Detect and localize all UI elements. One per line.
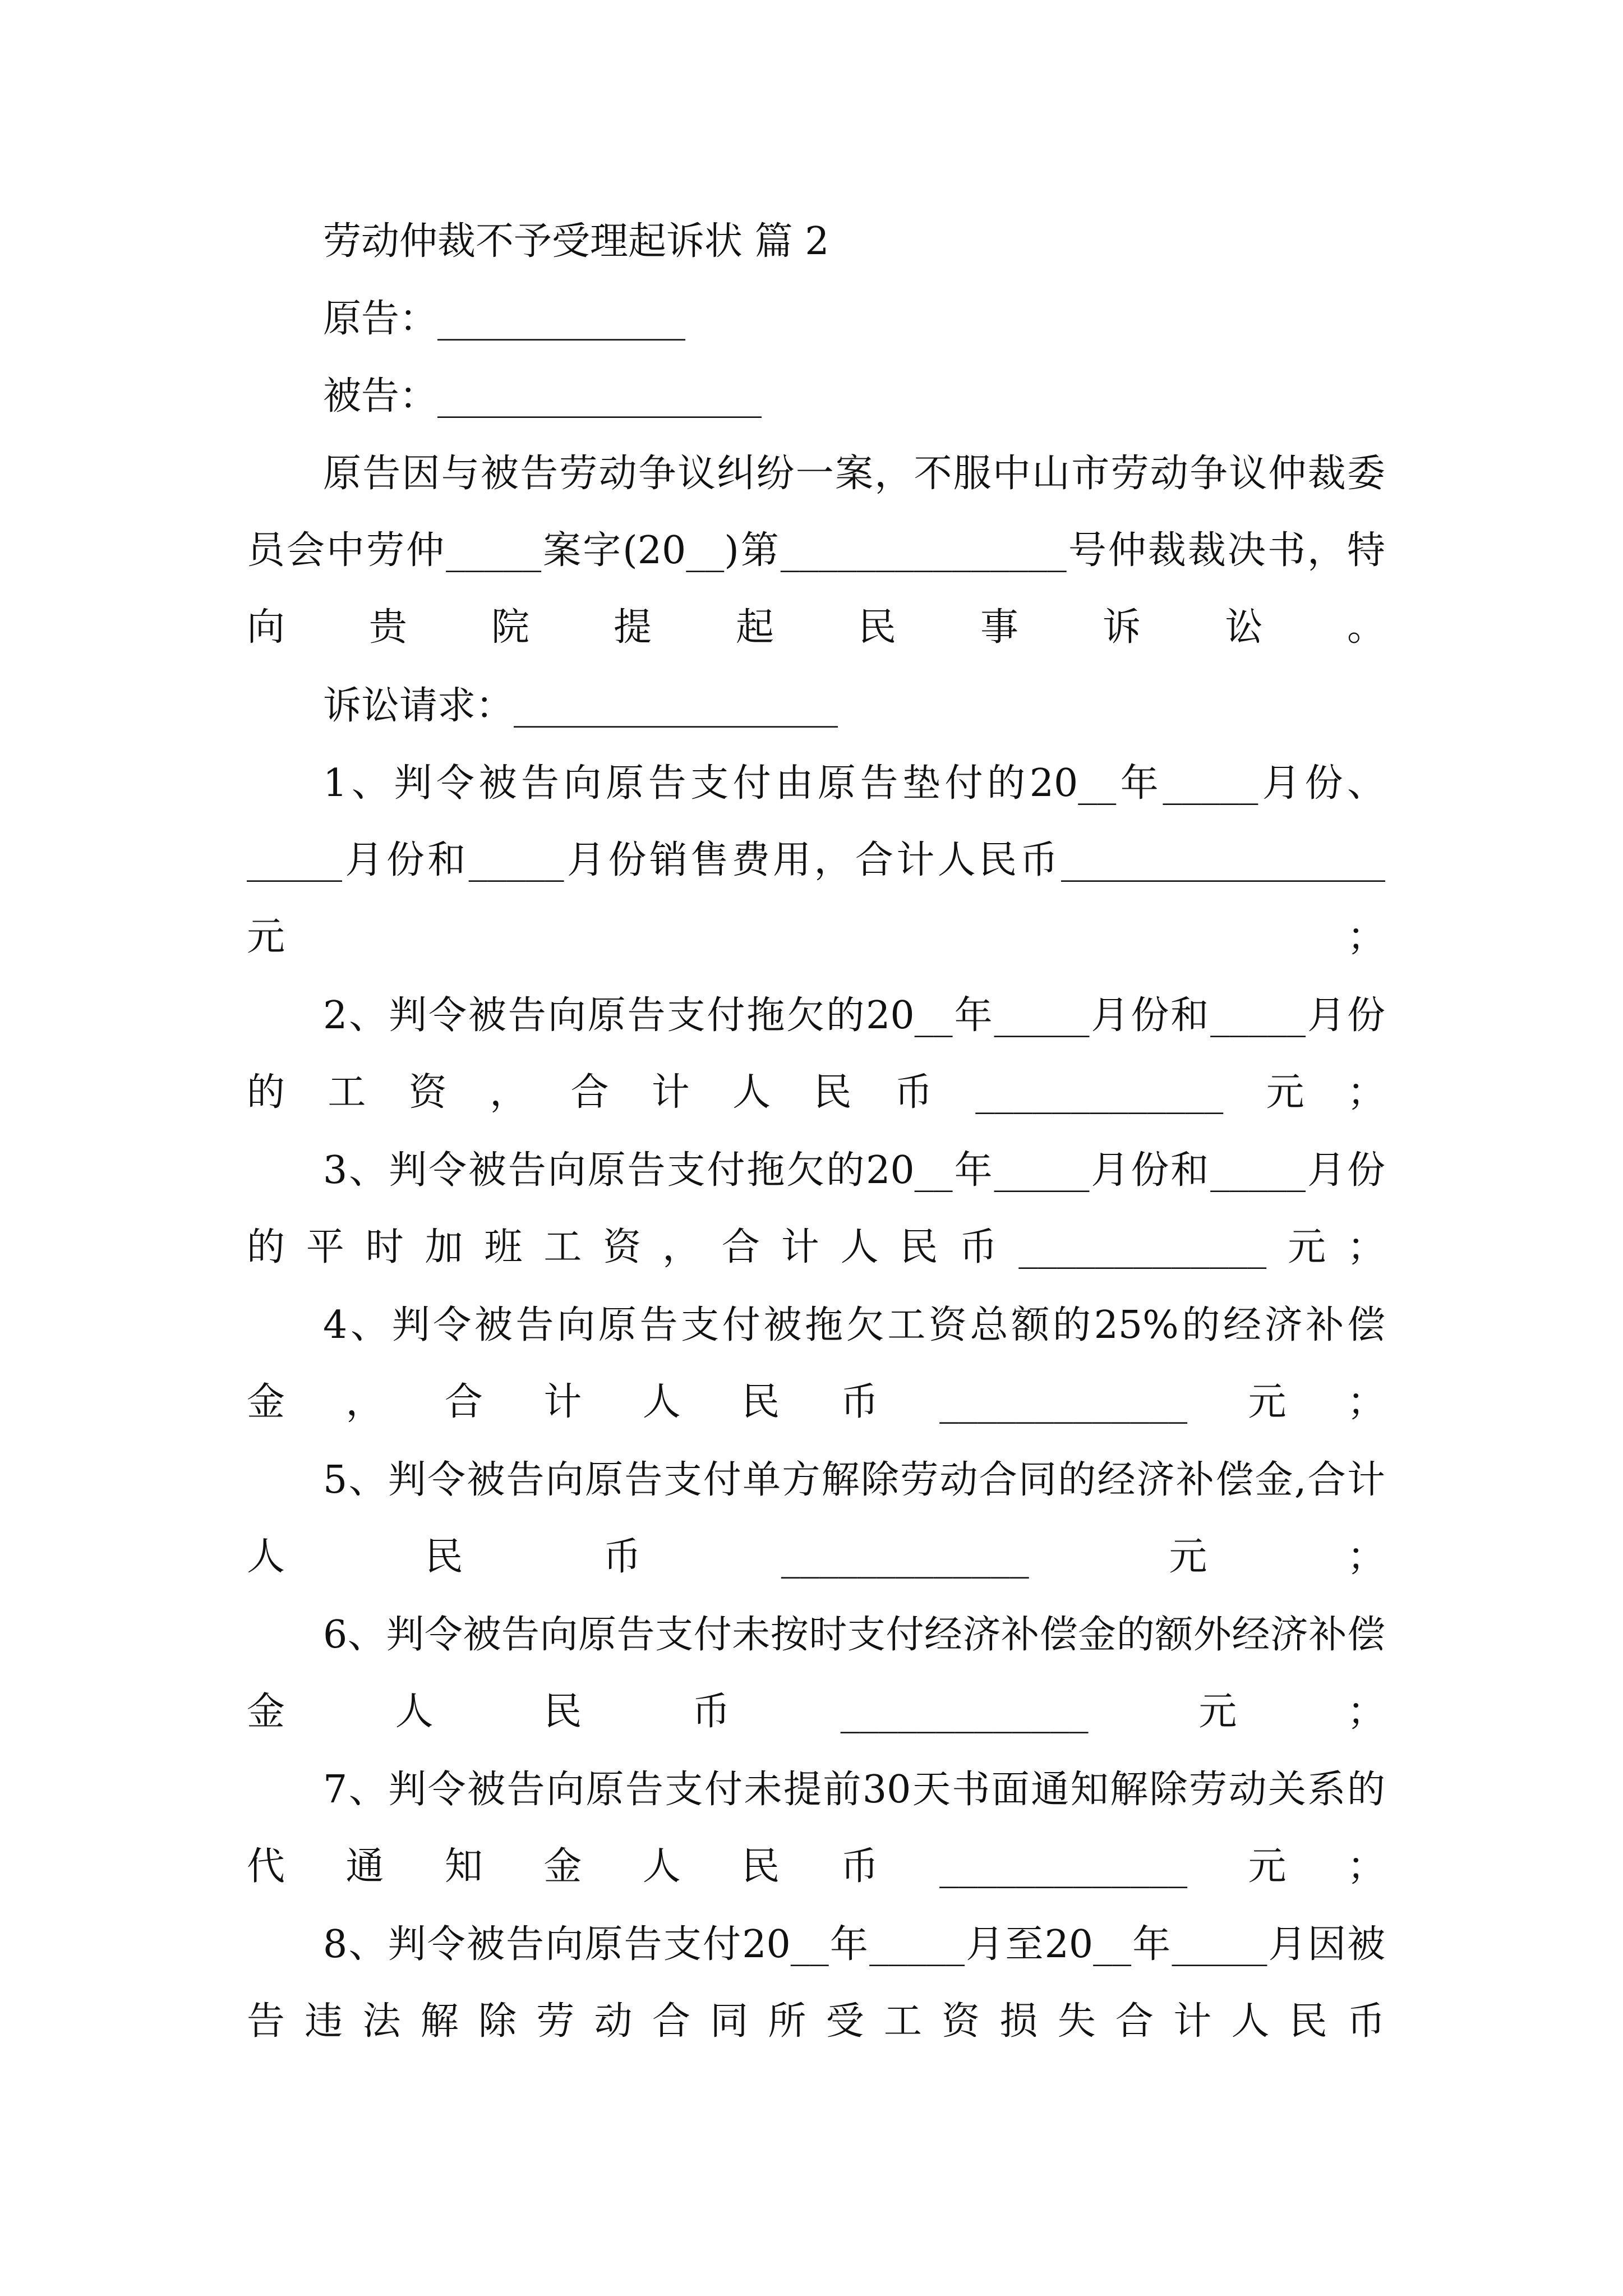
claim-item-8: 8、判令被告向原告支付20__年_____月至20__年_____月因被告违法解除劳动合同所受工资损失合计人民币 <box>247 1922 1385 2044</box>
document-title: 劳动仲裁不予受理起诉状 篇 2 <box>323 219 829 264</box>
claim-item-3: 3、判令被告向原告支付拖欠的20__年_____月份和_____月份的平时加班工资，合计人民币_____________元； <box>247 1148 1385 1269</box>
claim-item-2: 2、判令被告向原告支付拖欠的20__年_____月份和_____月份的工资，合计人民币_____________元； <box>247 993 1385 1115</box>
claim-item-7: 7、判令被告向原告支付未提前30天书面通知解除劳动关系的代通知金人民币_____________元； <box>247 1768 1385 1889</box>
claim-item-5: 5、判令被告向原告支付单方解除劳动合同的经济补偿金,合计人民币_____________元； <box>247 1458 1385 1579</box>
claim-item-4: 4、判令被告向原告支付被拖欠工资总额的25%的经济补偿金，合计人民币_____________元； <box>247 1303 1385 1424</box>
defendant-line: 被告：_________________ <box>323 374 762 418</box>
intro-paragraph: 原告因与被告劳动争议纠纷一案，不服中山市劳动争议仲裁委员会中劳仲_____案字(20__)第_______________号仲裁裁决书，特向贵院提起民事诉讼。 <box>247 452 1385 650</box>
claim-item-1: 1、判令被告向原告支付由原告垫付的20__年_____月份、_____月份和_____月份销售费用，合计人民币_________________元； <box>247 761 1385 959</box>
claim-item-6: 6、判令被告向原告支付未按时支付经济补偿金的额外经济补偿金人民币_____________元； <box>247 1613 1385 1734</box>
request-heading: 诉讼请求：_________________ <box>323 684 838 728</box>
plaintiff-line: 原告：_____________ <box>323 297 686 341</box>
